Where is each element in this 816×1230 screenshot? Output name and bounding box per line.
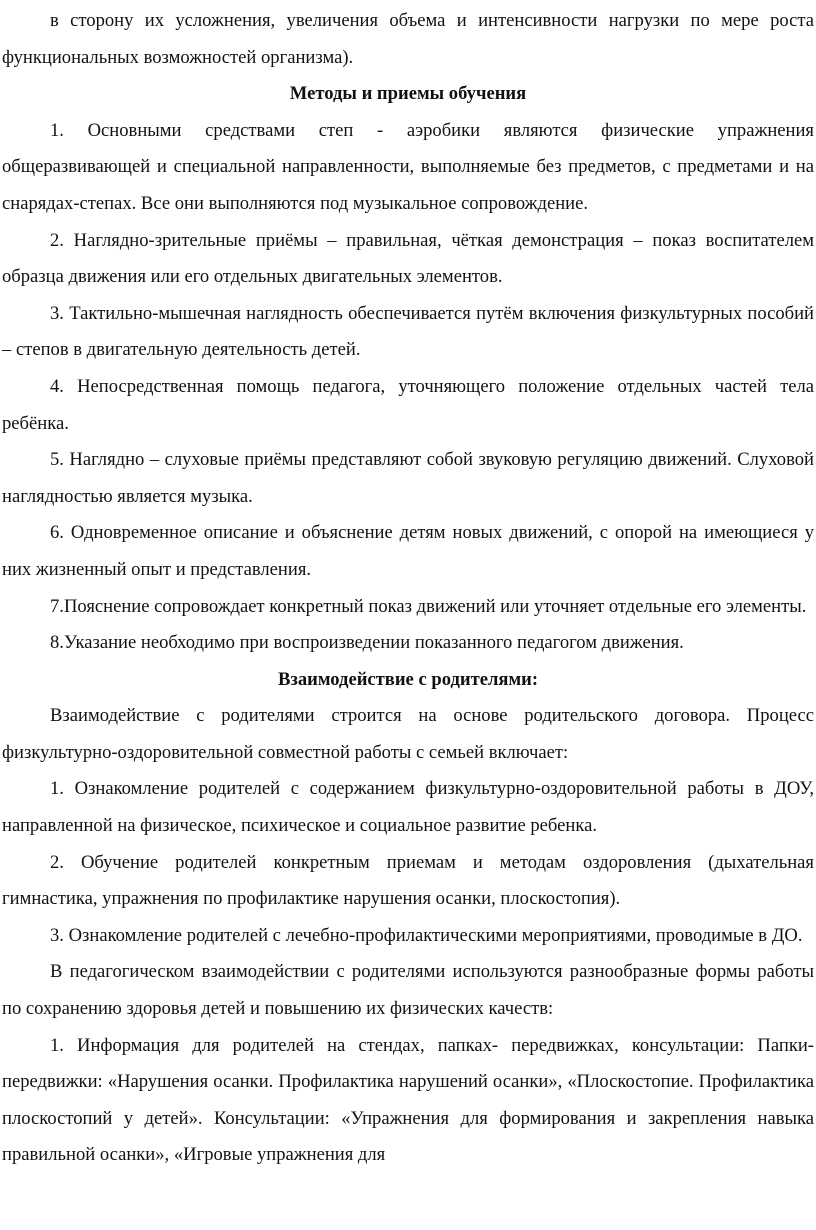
heading-parent-interaction: Взаимодействие с родителями: <box>277 668 539 690</box>
paragraph-parent-intro: Взаимодействие с родителями строится на основе родительского договора. Процесс физкультурно-оздоровительной совместной работы с семьей включает: <box>2 705 814 763</box>
paragraph-method-2: 2. Наглядно-зрительные приёмы – правильная, чёткая демонстрация – показ воспитателем образца движения или его отдельных двигательных элементов. <box>2 229 814 288</box>
paragraph-forms-1: 1. Информация для родителей на стендах, папках- передвижках, консультации: Папки-передвижки: «Нарушения осанки. Профилактика нарушений осанки», «Плоскостопие. Профилактика плоскостопий у детей». Консультации: «Упражнения для формирования и закрепления навыка правильной осанки», «Игровые упражнения для <box>2 1034 814 1166</box>
paragraph-parent-2: 2. Обучение родителей конкретным приемам и методам оздоровления (дыхательная гимнастика, упражнения по профилактике нарушения осанки, плоскостопия). <box>2 851 814 910</box>
paragraph-continuation: в сторону их усложнения, увеличения объема и интенсивности нагрузки по мере роста функциональных возможностей организма). <box>2 10 814 68</box>
paragraph-method-1: 1. Основными средствами степ - аэробики являются физические упражнения общеразвивающей и специальной направленности, выполняемые без предметов, с предметами и на снарядах-степах. Все они выполняются под музыкальное сопровождение. <box>2 119 814 214</box>
paragraph-method-7: 7.Пояснение сопровождает конкретный показ движений или уточняет отдельные его элементы. <box>50 595 807 617</box>
paragraph-method-8: 8.Указание необходимо при воспроизведении показанного педагогом движения. <box>50 632 684 654</box>
paragraph-method-3: 3. Тактильно-мышечная наглядность обеспечивается путём включения физкультурных пособий – степов в двигательную деятельность детей. <box>2 302 814 361</box>
paragraph-method-4: 4. Непосредственная помощь педагога, уточняющего положение отдельных частей тела ребёнка. <box>2 375 814 434</box>
paragraph-method-6: 6. Одновременное описание и объяснение детям новых движений, с опорой на имеющиеся у них жизненный опыт и представления. <box>2 522 814 580</box>
heading-teaching-methods: Методы и приемы обучения <box>289 83 527 105</box>
paragraph-forms-intro: В педагогическом взаимодействии с родителями используются разнообразные формы работы по сохранению здоровья детей и повышению их физических качеств: <box>2 961 814 1020</box>
paragraph-parent-1: 1. Ознакомление родителей с содержанием физкультурно-оздоровительной работы в ДОУ, направленной на физическое, психическое и социальное развитие ребенка. <box>2 778 814 837</box>
paragraph-method-5: 5. Наглядно – слуховые приёмы представляют собой звуковую регуляцию движений. Слуховой наглядностью является музыка. <box>2 449 814 507</box>
paragraph-parent-3: 3. Ознакомление родителей с лечебно-профилактическими мероприятиями, проводимые в ДО. <box>50 924 803 946</box>
